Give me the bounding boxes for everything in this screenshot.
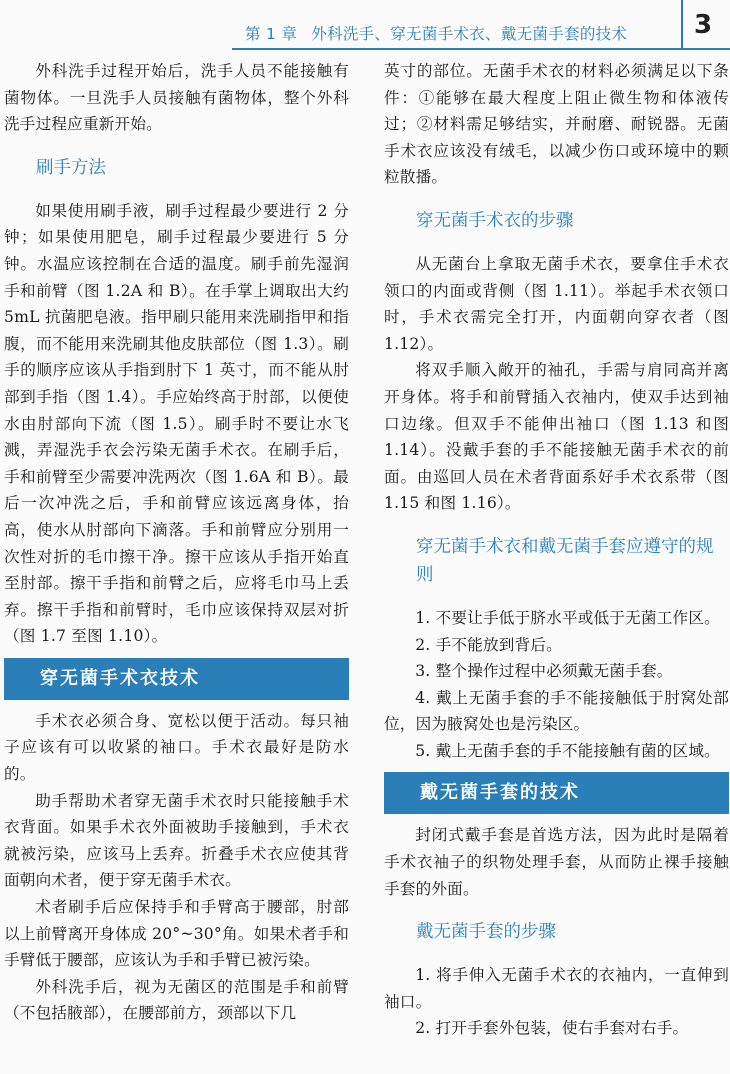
header-separator bbox=[681, 0, 683, 48]
list-item: 1. 将手伸入无菌手术衣的衣袖内，一直伸到袖口。 bbox=[384, 966, 729, 1011]
paragraph: 从无菌台上拿取无菌手术衣，要拿住手术衣领口的内面或背侧（图 1.11）。举起手术衣领口时，手术衣需完全打开，内面朝向穿衣者（图 1.12）。 bbox=[384, 254, 729, 353]
section-heading-steps-gloves: 戴无菌手套的步骤 bbox=[416, 922, 556, 943]
right-column bbox=[384, 58, 729, 1042]
paragraph: 外科洗手后，视为无菌区的范围是手和前臂（不包括腋部），在腰部前方，颈部以下几 bbox=[4, 977, 349, 1023]
section-heading-steps-gown: 穿无菌手术衣的步骤 bbox=[416, 210, 574, 231]
page-number: 3 bbox=[694, 10, 713, 40]
section-bar-gloves: 戴无菌手套的技术 bbox=[384, 772, 729, 814]
list-item: 4. 戴上无菌手套的手不能接触低于肘窝处部位，因为腋窝处也是污染区。 bbox=[384, 688, 729, 734]
list-item: 2. 打开手套外包装，使右手套对右手。 bbox=[415, 1019, 689, 1038]
paragraph: 英寸的部位。无菌手术衣的材料必须满足以下条件：①能够在最大程度上阻止微生物和体液传过；②材料需足够结实，并耐磨、耐锐器。无菌手术衣应该没有绒毛，以减少伤口或环境中的颗粒散播。 bbox=[384, 62, 729, 187]
left-column bbox=[4, 58, 349, 1027]
paragraph: 手术衣必须合身、宽松以便于活动。每只袖子应该有可以收紧的袖口。手术衣最好是防水的。 bbox=[4, 711, 349, 784]
running-title bbox=[245, 22, 627, 44]
paragraph: 如果使用刷手液，刷手过程最少要进行 2 分钟；如果使用肥皂，刷手过程最少要进行 5 分钟。水温应该控制在合适的温度。刷手前先湿润手和前臂（图 1.2A 和 B）。在手掌上调取出大约 5mL 抗菌肥皂液。指甲刷只能用来洗刷指甲和指腹，而不能用来洗刷其他皮肤部位（图 1.3）。刷手的顺序应该从手指到肘下 1 英寸，而不能从肘部到手指（图 1.4）。手应始终高于肘部，以便使水由肘部向下流（图 1.5）。刷手时不要让水飞溅，弄湿洗手衣会污染无菌手术衣。在刷手后，手和前臂至少需要冲洗两次（图 1.6A 和 B）。最后一次冲洗之后，手和前臂应该远离身体，抬高，使水从肘部向下滴落。手和前臂应分别用一次性对折的毛巾擦干净。擦干应该从手指开始直至肘部。擦干手指和前臂之后，应将毛巾马上丢弃。擦干手指和前臂时，毛巾应该保持双层对折（图 1.7 至图 1.10）。 bbox=[4, 201, 349, 646]
section-bar-gown: 穿无菌手术衣技术 bbox=[4, 658, 349, 700]
section-heading-rules: 穿无菌手术衣和戴无菌手套应遵守的规则 bbox=[416, 536, 714, 585]
paragraph: 将双手顺入敞开的袖孔，手需与肩同高并离开身体。将手和前臂插入衣袖内，使双手达到袖口边缘。但双手不能伸出袖口（图 1.13 和图 1.14）。没戴手套的手不能接触无菌手术衣的前面。由巡回人员在术者背面系好手术衣系带（图 1.15 和图 1.16）。 bbox=[384, 361, 729, 513]
paragraph: 助手帮助术者穿无菌手术衣时只能接触手术衣背面。如果手术衣外面被助手接触到，手术衣就被污染，应该马上丢弃。折叠手术衣应使其背面朝向术者，便于穿无菌手术衣。 bbox=[4, 791, 349, 890]
paragraph: 术者刷手后应保持手和手臂高于腰部，肘部以上前臂离开身体成 20°~30°角。如果术者手和手臂低于腰部，应该认为手和手臂已被污染。 bbox=[4, 898, 349, 970]
paragraph: 封闭式戴手套是首选方法，因为此时是隔着手术衣袖子的织物处理手套，从而防止裸手接触手套的外面。 bbox=[384, 826, 729, 898]
chapter-title: 外科洗手、穿无菌手术衣、戴无菌手套的技术 bbox=[311, 25, 628, 43]
list-item: 1. 不要让手低于脐水平或低于无菌工作区。 bbox=[415, 608, 720, 627]
list-item: 5. 戴上无菌手套的手不能接触有菌的区域。 bbox=[415, 741, 720, 760]
page-header bbox=[0, 0, 730, 58]
paragraph: 外科洗手过程开始后，洗手人员不能接触有菌物体。一旦洗手人员接触有菌物体，整个外科洗手过程应重新开始。 bbox=[4, 62, 349, 134]
section-heading-brush: 刷手方法 bbox=[36, 157, 106, 178]
header-rule bbox=[232, 48, 730, 50]
list-item: 3. 整个操作过程中必须戴无菌手套。 bbox=[415, 662, 673, 681]
list-item: 2. 手不能放到背后。 bbox=[415, 635, 562, 654]
chapter-label: 第 1 章 bbox=[245, 25, 298, 43]
